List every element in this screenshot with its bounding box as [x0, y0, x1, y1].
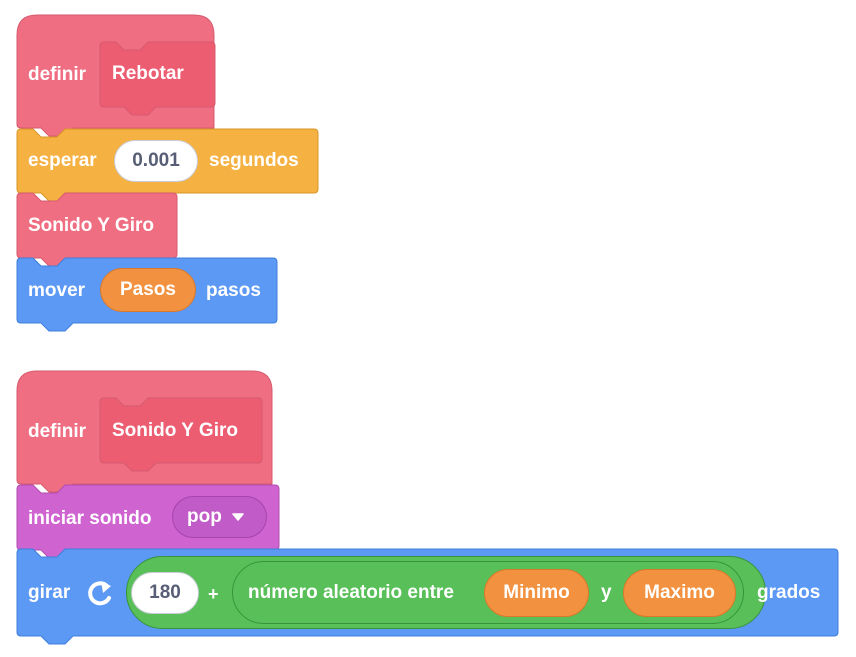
- start-sound-label: iniciar sonido: [28, 508, 152, 529]
- define-prototype-2[interactable]: [100, 398, 262, 463]
- pasos-variable-reporter[interactable]: Pasos: [100, 268, 196, 312]
- wait-block[interactable]: [17, 129, 318, 193]
- call-block-sonido-y-giro[interactable]: [17, 193, 177, 258]
- sound-dropdown-value: pop: [187, 506, 222, 527]
- move-unit-label: pasos: [206, 280, 261, 301]
- move-block[interactable]: [17, 258, 277, 323]
- turn-unit-label: grados: [757, 582, 821, 603]
- wait-seconds-input[interactable]: 0.001: [114, 140, 198, 182]
- define-label-2: definir: [28, 421, 87, 442]
- move-label: mover: [28, 280, 86, 301]
- minimo-variable-reporter[interactable]: Minimo: [484, 569, 589, 617]
- and-label: y: [601, 582, 612, 603]
- random-label: número aleatorio entre: [248, 582, 454, 603]
- turn-degrees-input[interactable]: 180: [131, 572, 199, 614]
- define-label: definir: [28, 64, 87, 85]
- procedure-name: Rebotar: [112, 63, 184, 84]
- call-label: Sonido Y Giro: [28, 215, 154, 236]
- procedure-name-2: Sonido Y Giro: [112, 420, 238, 441]
- rotate-right-icon: [87, 580, 117, 606]
- define-prototype[interactable]: [100, 42, 219, 107]
- wait-label: esperar: [28, 150, 97, 171]
- define-block-sonido-y-giro[interactable]: [17, 371, 272, 488]
- maximo-variable-reporter[interactable]: Maximo: [623, 569, 736, 617]
- wait-unit-label: segundos: [209, 150, 299, 171]
- sound-dropdown[interactable]: [172, 496, 267, 538]
- start-sound-block[interactable]: [17, 485, 279, 550]
- turn-label: girar: [28, 582, 71, 603]
- define-block-rebotar[interactable]: [17, 15, 214, 132]
- caret-down-icon: [232, 513, 244, 521]
- turn-right-block[interactable]: [17, 549, 838, 636]
- plus-operator-label: +: [208, 584, 219, 604]
